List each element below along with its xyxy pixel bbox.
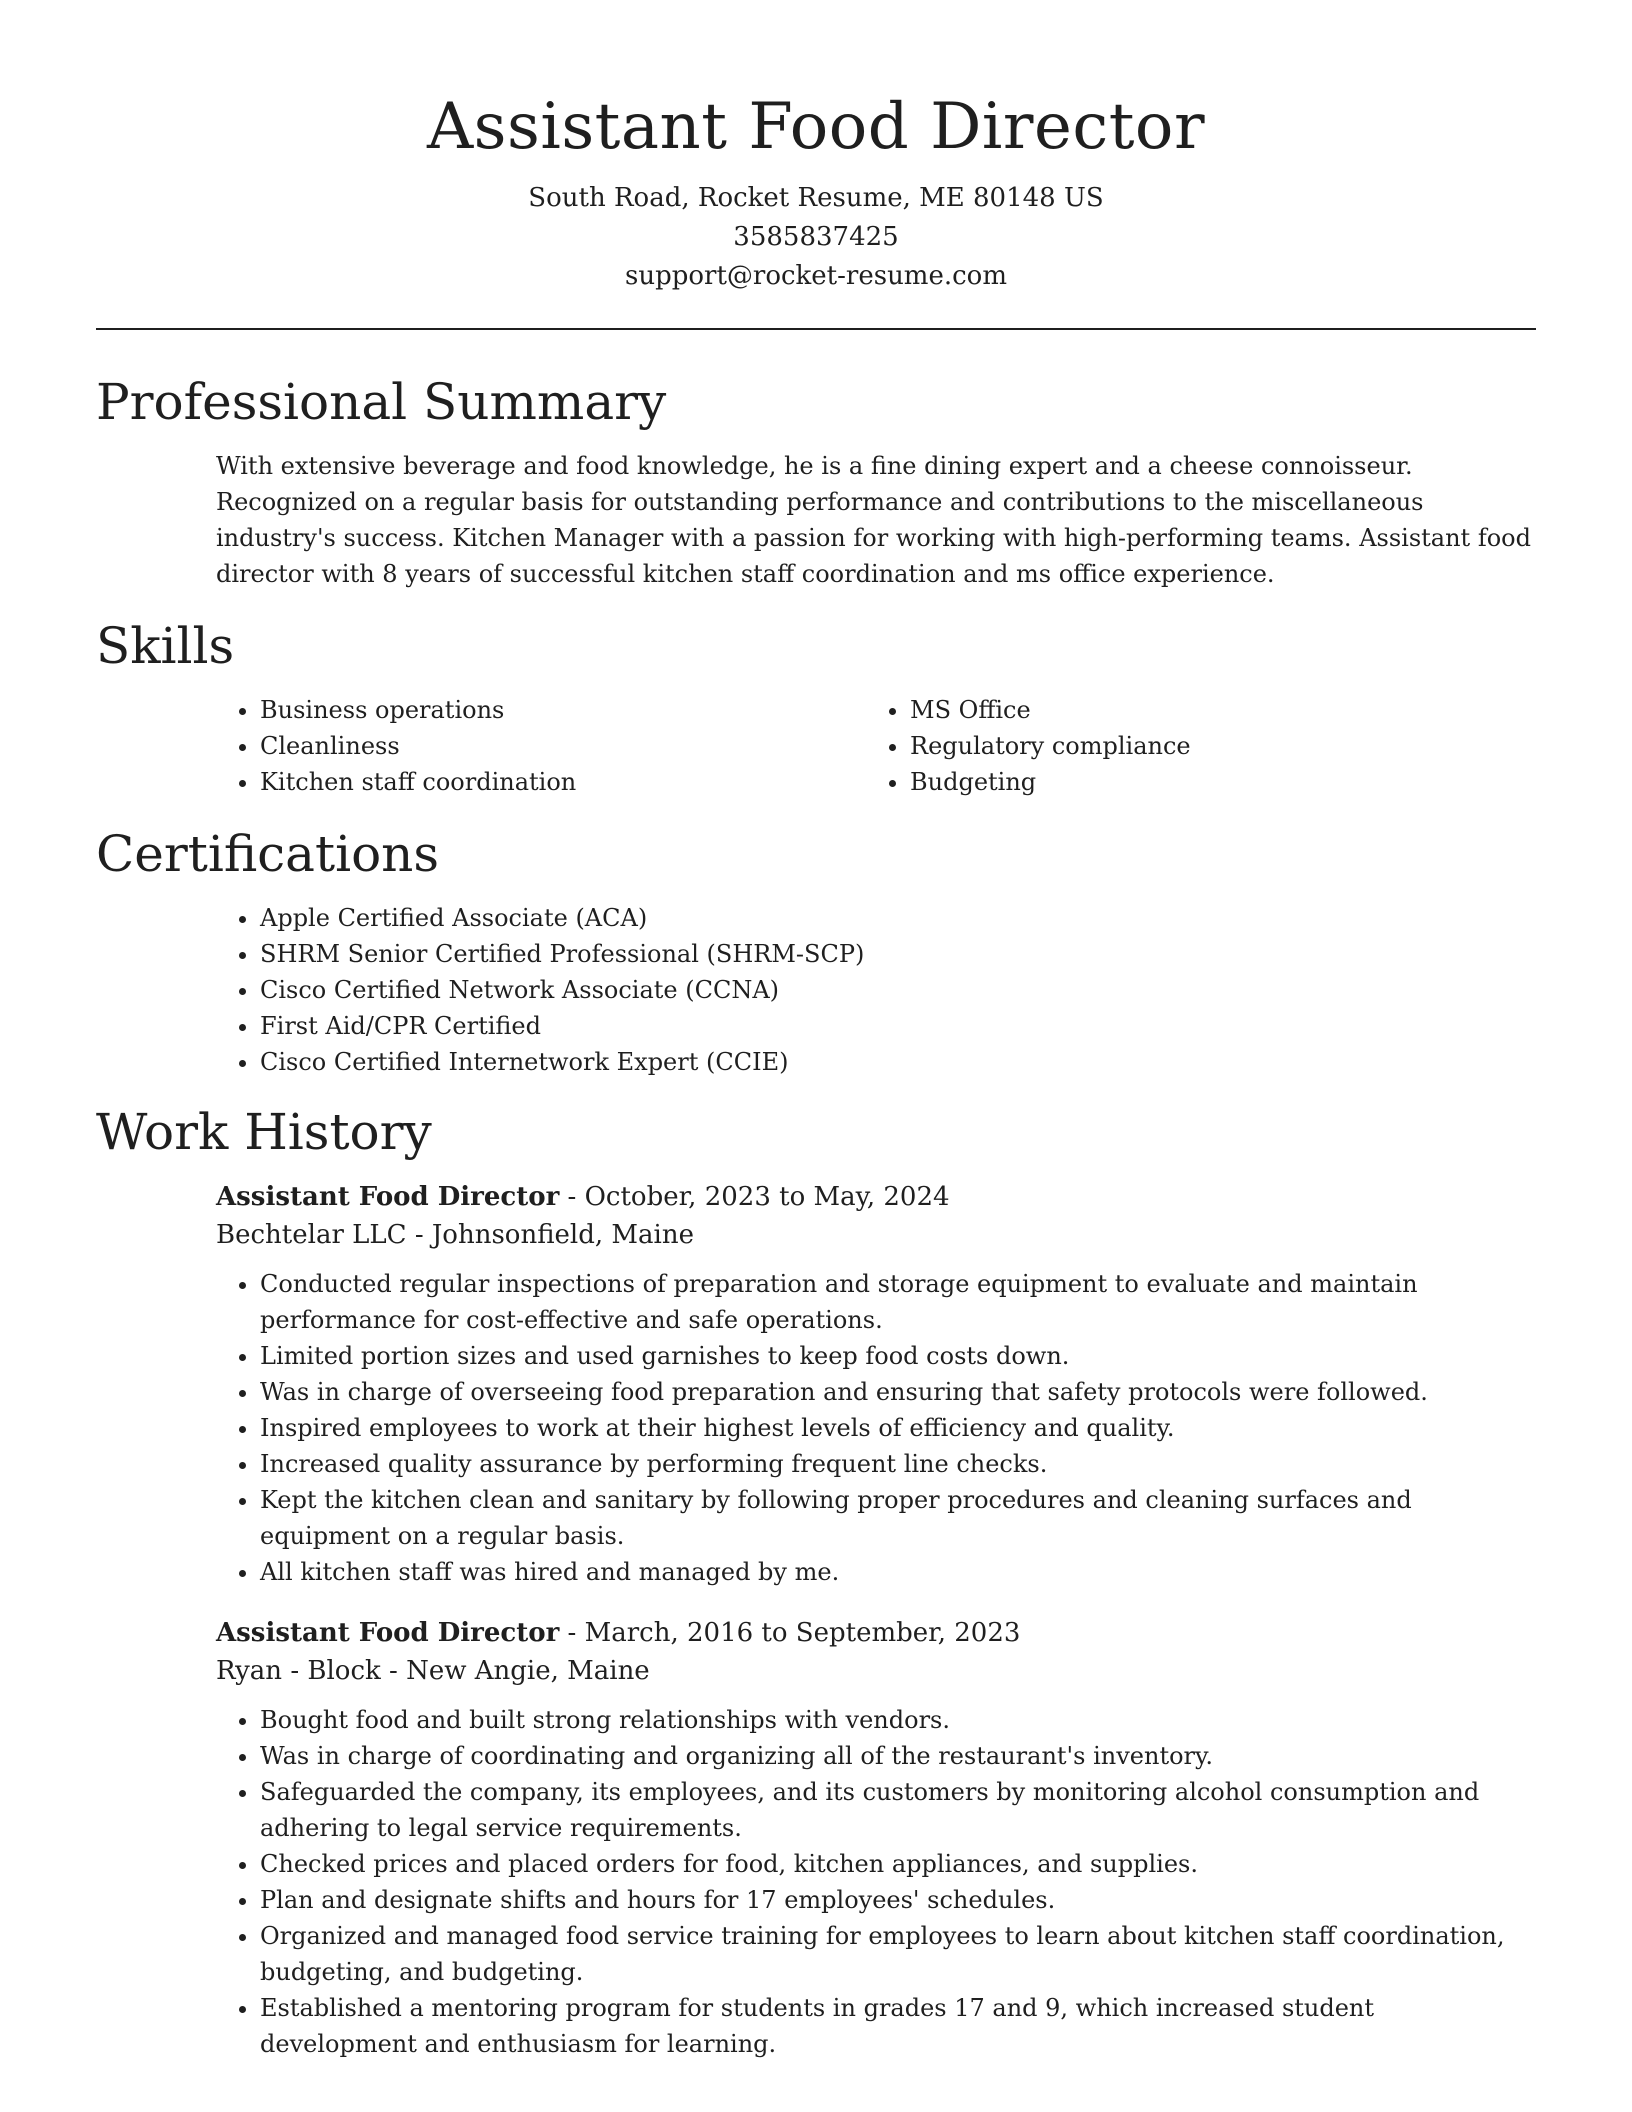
certifications-section: [96, 822, 1536, 1080]
job-bullet: • Increased quality assurance by performing frequent line checks.: [260, 1446, 1536, 1482]
contact-email: support@rocket-resume.com: [624, 261, 1007, 291]
summary-heading: Professional Summary: [96, 373, 667, 431]
job-bullet: • Organized and managed food service training for employees to learn about kitchen staff coordination, budgeting, and budgeting.: [260, 1918, 1536, 1990]
job-entry: [216, 1614, 1536, 2062]
job-employer: Ryan - Block - New Angie, Maine: [216, 1656, 650, 1686]
certification-item: • Cisco Certified Internetwork Expert (CCIE): [260, 1044, 1536, 1080]
certifications-heading: Certifications: [96, 825, 440, 883]
contact-block: [96, 179, 1536, 296]
skill-item: • Kitchen staff coordination: [260, 764, 746, 800]
job-bullets: [216, 1266, 1536, 1590]
job-bullet: • All kitchen staff was hired and managed by me.: [260, 1554, 1536, 1590]
job-bullet: • Limited portion sizes and used garnishes to keep food costs down.: [260, 1338, 1536, 1374]
summary-section: [96, 370, 1536, 592]
resume-title: Assistant Food Director: [426, 90, 1206, 164]
job-header: [216, 1178, 1536, 1216]
skills-column-2: [746, 692, 1191, 800]
work-history-heading: Work History: [96, 1103, 432, 1161]
skills-section: [96, 614, 1536, 800]
job-bullet: • Was in charge of coordinating and organizing all of the restaurant's inventory.: [260, 1738, 1536, 1774]
skills-heading: Skills: [96, 617, 235, 675]
header-divider: [96, 328, 1536, 330]
job-bullet: • Kept the kitchen clean and sanitary by following proper procedures and cleaning surfaces and equipment on a regular basis.: [260, 1482, 1536, 1554]
job-bullet: • Plan and designate shifts and hours for 17 employees' schedules.: [260, 1882, 1536, 1918]
job-title: Assistant Food Director: [216, 1182, 560, 1212]
job-bullet: • Bought food and built strong relationships with vendors.: [260, 1702, 1536, 1738]
job-bullet: • Inspired employees to work at their highest levels of efficiency and quality.: [260, 1410, 1536, 1446]
job-dates: - March, 2016 to September, 2023: [559, 1618, 1021, 1648]
job-bullet: • Conducted regular inspections of preparation and storage equipment to evaluate and maintain performance for cost-effective and safe operations.: [260, 1266, 1536, 1338]
certification-item: • SHRM Senior Certified Professional (SHRM-SCP): [260, 936, 1536, 972]
work-history-section: [96, 1100, 1536, 2062]
job-bullet: • Was in charge of overseeing food preparation and ensuring that safety protocols were followed.: [260, 1374, 1536, 1410]
certifications-list: [96, 900, 1536, 1080]
certification-item: • Cisco Certified Network Associate (CCNA): [260, 972, 1536, 1008]
skill-item: • Cleanliness: [260, 728, 746, 764]
contact-phone: 3585837425: [733, 222, 899, 252]
job-employer: Bechtelar LLC - Johnsonfield, Maine: [216, 1220, 694, 1250]
job-bullet: • Established a mentoring program for students in grades 17 and 9, which increased student development and enthusiasm for learning.: [260, 1990, 1536, 2062]
job-entry: [216, 1178, 1536, 1590]
skill-item: • MS Office: [910, 692, 1191, 728]
certification-item: • First Aid/CPR Certified: [260, 1008, 1536, 1044]
job-bullets: [216, 1702, 1536, 2062]
skill-item: • Budgeting: [910, 764, 1191, 800]
certification-item: • Apple Certified Associate (ACA): [260, 900, 1536, 936]
job-bullet: • Checked prices and placed orders for food, kitchen appliances, and supplies.: [260, 1846, 1536, 1882]
job-title: Assistant Food Director: [216, 1618, 560, 1648]
skill-item: • Business operations: [260, 692, 746, 728]
job-dates: - October, 2023 to May, 2024: [559, 1182, 950, 1212]
summary-text: With extensive beverage and food knowledge, he is a fine dining expert and a cheese connoisseur. Recognized on a regular basis for outstanding performance and contributions to the miscellaneous industry's success. Kitchen Manager with a passion for working with high-performing teams. Assistant food director with 8 years of successful kitchen staff coordination and ms office experience.: [216, 452, 1531, 588]
resume-page: [96, 0, 1536, 2062]
skill-item: • Regulatory compliance: [910, 728, 1191, 764]
job-header: [216, 1614, 1536, 1652]
job-bullet: • Safeguarded the company, its employees, and its customers by monitoring alcohol consumption and adhering to legal service requirements.: [260, 1774, 1536, 1846]
contact-address: South Road, Rocket Resume, ME 80148 US: [528, 183, 1104, 213]
skills-grid: [96, 692, 1536, 800]
skills-column-1: [96, 692, 746, 800]
